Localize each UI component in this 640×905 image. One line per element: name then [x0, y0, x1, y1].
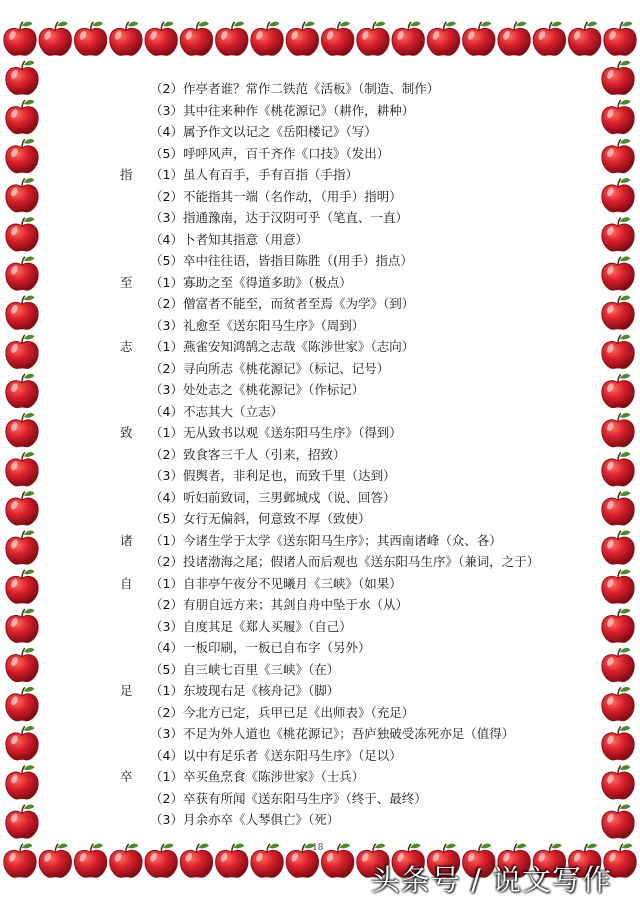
apple-icon	[602, 335, 634, 369]
entry-text: （1）卒买鱼烹食《陈涉世家》（士兵）	[150, 769, 365, 784]
watermark: 头条号 / 说文写作	[370, 863, 612, 897]
entry-text: （3）假舆者，非利足也，而致千里（达到）	[150, 468, 396, 483]
entry-text: （3）礼愈至《送东阳马生序》（周到）	[150, 317, 365, 333]
entry-text: （3）其中往来种作《桃花源记》（耕作，耕种）	[150, 102, 415, 118]
apple-icon	[6, 178, 38, 212]
apple-icon	[251, 844, 283, 878]
apple-icon	[6, 452, 38, 486]
vocabulary-list	[120, 78, 540, 831]
apple-icon	[6, 256, 38, 290]
entry-line	[120, 680, 540, 702]
apple-icon	[602, 296, 634, 330]
apple-icon	[602, 804, 634, 838]
entry-line	[120, 745, 540, 767]
apple-icon	[6, 296, 38, 330]
apple-icon	[602, 139, 634, 173]
apple-icon	[602, 687, 634, 721]
apple-icon	[74, 844, 106, 878]
apple-icon	[6, 217, 38, 251]
apple-icon	[602, 648, 634, 682]
entry-line	[120, 766, 540, 788]
entry-line	[120, 336, 540, 358]
entry-line	[120, 702, 540, 724]
entry-text: （3）自度其足《郑人买履》（自己）	[150, 618, 352, 634]
entry-text: （5）自三峡七百里《三峡》（在）	[150, 661, 340, 677]
apple-icon	[602, 61, 634, 95]
headword: 至	[120, 274, 133, 290]
entry-text: （1）今诸生学于太学《送东阳马生序》；其西南诸峰（众、各）	[150, 532, 502, 548]
apple-icon	[602, 452, 634, 486]
entry-text: （5）呼呼风声，百千齐作《口技》（发出）	[150, 145, 390, 161]
apple-icon	[602, 726, 634, 760]
entry-line	[120, 637, 540, 659]
entry-text: （4）不志其大（立志）	[150, 403, 283, 419]
entry-line	[120, 723, 540, 745]
entry-line	[120, 487, 540, 509]
apple-icon	[321, 844, 353, 878]
entry-line	[120, 315, 540, 337]
apple-icon	[602, 530, 634, 564]
apple-icon	[602, 765, 634, 799]
entry-text: （4）属予作文以记之《岳阳楼记》（写）	[150, 124, 377, 139]
entry-line	[120, 229, 540, 251]
apple-icon	[110, 22, 142, 56]
entry-text: （2）僧富者不能至，而贫者至焉《为学》（到）	[150, 296, 415, 311]
apple-icon	[602, 374, 634, 408]
entry-text: （2）投诸渤海之尾；假诸人而后观也《送东阳马生序》（兼词，之于）	[150, 554, 540, 569]
apple-icon	[602, 570, 634, 604]
apple-icon	[602, 100, 634, 134]
entry-text: （1）无从致书以观《送东阳马生序》（得到）	[150, 425, 402, 440]
entry-line	[120, 379, 540, 401]
apple-icon	[180, 844, 212, 878]
apple-icon	[6, 648, 38, 682]
entry-text: （1）虽人有百手，手有百指（手指）	[150, 167, 358, 182]
apple-icon	[6, 726, 38, 760]
entry-line	[120, 788, 540, 810]
apple-icon	[74, 22, 106, 56]
apple-icon	[602, 491, 634, 525]
entry-text: （1）东坡现右足《核舟记》（脚）	[150, 683, 340, 698]
headword: 自	[120, 575, 133, 591]
entry-text: （2）作亭者谁？常作二铁范《活板》（制造、制作）	[150, 81, 440, 96]
entry-text: （1）寡助之至《得道多助》（极点）	[150, 274, 352, 290]
apple-icon	[392, 22, 424, 56]
apple-icon	[39, 844, 71, 878]
entry-text: （2）致食客三千人（引来，招致）	[150, 446, 346, 462]
headword: 志	[120, 339, 133, 354]
apple-icon	[602, 178, 634, 212]
entry-line	[120, 207, 540, 229]
apple-icon	[321, 22, 353, 56]
entry-text: （3）不足为外人道也《桃花源记》；吾庐独破受冻死亦足（值得）	[150, 726, 515, 741]
entry-line	[120, 401, 540, 423]
entry-line	[120, 616, 540, 638]
apple-icon	[604, 22, 636, 56]
apple-icon	[216, 844, 248, 878]
entry-line	[120, 594, 540, 616]
apple-icon	[6, 570, 38, 604]
apple-icon	[180, 22, 212, 56]
entry-line	[120, 250, 540, 272]
entry-line	[120, 272, 540, 294]
entry-line	[120, 358, 540, 380]
entry-text: （2）今北方已定，兵甲已足《出师表》（充足）	[150, 704, 415, 720]
entry-text: （4）以中有足乐者《送东阳马生序》（足以）	[150, 747, 402, 763]
apple-icon	[145, 22, 177, 56]
entry-text: （2）卒获有所闻《送东阳马生序》（终于、最终）	[150, 790, 427, 806]
entry-text: （2）有朋自远方来；其剑自舟中坠于水（从）	[150, 597, 408, 612]
apple-icon	[602, 217, 634, 251]
apple-icon	[6, 687, 38, 721]
apple-icon	[602, 256, 634, 290]
entry-line	[120, 100, 540, 122]
entry-text: （3）指通豫南，达于汉阴可乎（笔直、一直）	[150, 210, 408, 225]
apple-icon	[110, 844, 142, 878]
entry-line	[120, 422, 540, 444]
entry-text: （4）卜者知其指意（用意）	[150, 231, 308, 247]
apple-icon	[6, 374, 38, 408]
entry-text: （1）自非亭午夜分不见曦月《三峡》（如果）	[150, 575, 402, 591]
entry-text: （2）不能指其一端（名作动，（用手）指明）	[150, 188, 402, 204]
apple-icon	[498, 22, 530, 56]
entry-text: （4）听妇前致词，三男邺城戍（说、回答）	[150, 489, 396, 505]
headword: 致	[120, 425, 133, 440]
entry-line	[120, 143, 540, 165]
entry-text: （4）一板印刷，一板已自布字（另外）	[150, 640, 371, 655]
entry-line	[120, 573, 540, 595]
entry-line	[120, 186, 540, 208]
entry-line	[120, 444, 540, 466]
apple-icon	[463, 22, 495, 56]
apple-icon	[6, 765, 38, 799]
apple-icon	[427, 22, 459, 56]
headword: 卒	[120, 769, 133, 784]
apple-icon	[251, 22, 283, 56]
apple-icon	[6, 413, 38, 447]
apple-icon	[6, 139, 38, 173]
entry-text: （2）寻向所志《桃花源记》（标记、记号）	[150, 360, 390, 376]
entry-line	[120, 530, 540, 552]
entry-text: （3）月余亦卒《人琴俱亡》（死）	[150, 812, 340, 827]
entry-line	[120, 164, 540, 186]
entry-line	[120, 659, 540, 681]
apple-icon	[357, 22, 389, 56]
entry-line	[120, 551, 540, 573]
entry-line	[120, 465, 540, 487]
headword: 诸	[120, 532, 133, 548]
apple-icon	[569, 22, 601, 56]
apple-icon	[6, 804, 38, 838]
apple-icon	[533, 22, 565, 56]
entry-text: （3）处处志之《桃花源记》（作标记）	[150, 382, 365, 397]
apple-icon	[6, 100, 38, 134]
entry-line	[120, 293, 540, 315]
entry-line	[120, 809, 540, 831]
apple-icon	[6, 335, 38, 369]
apple-icon	[4, 844, 36, 878]
apple-icon	[145, 844, 177, 878]
apple-icon	[6, 491, 38, 525]
page-number: 18	[312, 843, 324, 853]
entry-line	[120, 78, 540, 100]
apple-icon	[216, 22, 248, 56]
apple-icon	[6, 609, 38, 643]
headword: 足	[120, 683, 133, 698]
apple-icon	[39, 22, 71, 56]
entry-text: （1）燕雀安知鸿鹄之志哉《陈涉世家》（志向）	[150, 339, 415, 354]
headword: 指	[120, 167, 133, 182]
entry-text: （5）女行无偏斜，何意致不厚（致使）	[150, 511, 371, 526]
apple-icon	[4, 22, 36, 56]
apple-icon	[6, 61, 38, 95]
apple-icon	[602, 609, 634, 643]
apple-icon	[602, 413, 634, 447]
entry-text: （5）卒中往往语，皆指目陈胜（(用手）指点）	[150, 253, 413, 268]
apple-icon	[286, 22, 318, 56]
apple-icon	[6, 530, 38, 564]
entry-line	[120, 508, 540, 530]
entry-line	[120, 121, 540, 143]
